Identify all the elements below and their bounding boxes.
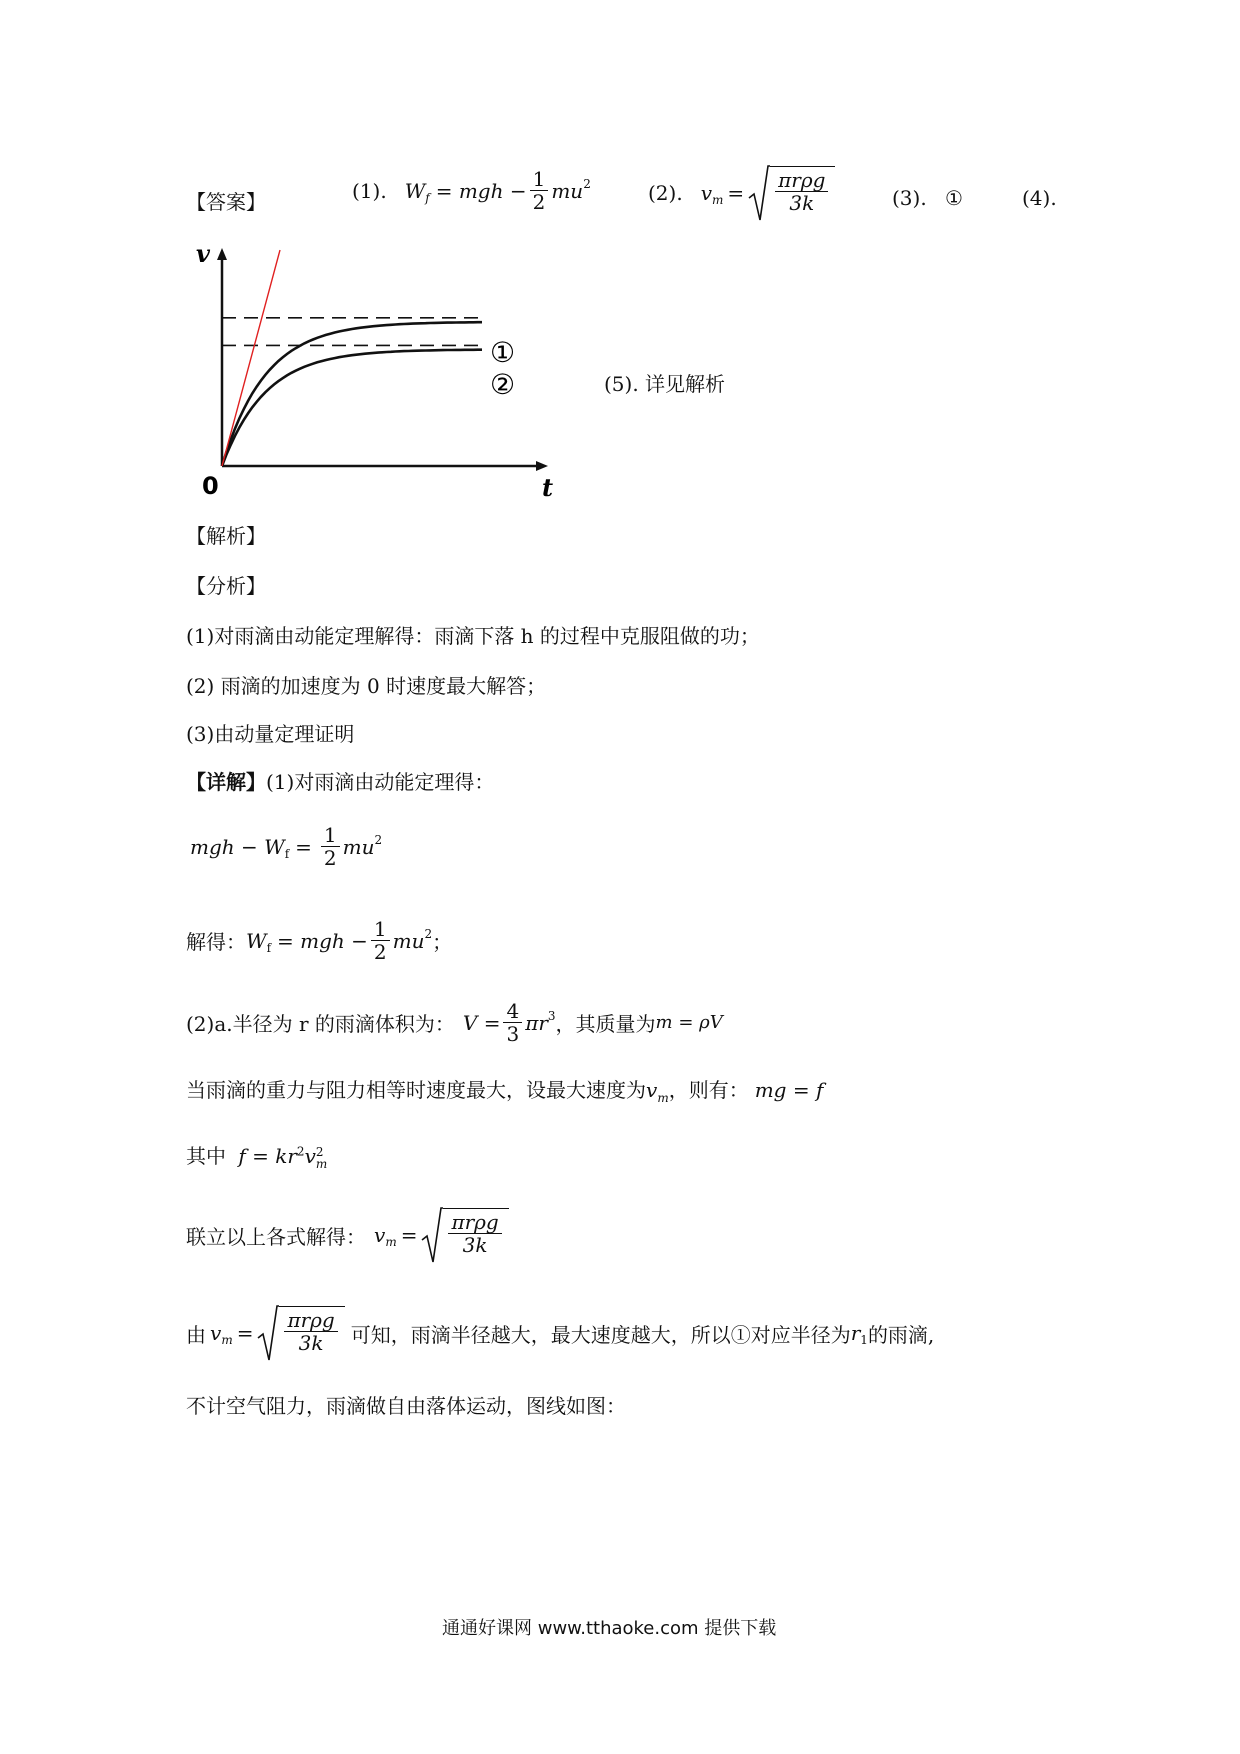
wf-symbol: W [404, 178, 426, 203]
combine-equals: = [400, 1223, 418, 1247]
series-curve-1 [222, 322, 482, 466]
series-1-label: ① [490, 336, 516, 369]
answer-part-3 [892, 186, 963, 210]
max-v-subscript: m [657, 1091, 669, 1105]
solution-end: ； [432, 930, 453, 954]
combine-sqrt: $\frac{\text{πrρg}}{3k}$ [421, 1206, 508, 1264]
where-line [186, 1140, 327, 1170]
combine-v: v [374, 1223, 386, 1247]
answer-label: 【答案】 [186, 190, 266, 214]
eq1-fraction: $\frac{1}{2}$ [321, 824, 340, 869]
vm-symbol: v [700, 181, 712, 205]
solution-prefix: 解得： [186, 930, 246, 954]
radical-sign-icon [421, 1206, 443, 1264]
detail-text: (1)对雨滴由动能定理得： [266, 770, 495, 794]
sqrt-expression: $\frac{\text{πrρg}}{3k}$ [748, 164, 835, 222]
solution-exponent: 2 [424, 926, 433, 941]
part-1-tail: mu [551, 178, 584, 203]
fenxi-heading: 【分析】 [186, 574, 266, 598]
answer-part-1 [352, 168, 591, 213]
eq1-left: mgh − W [190, 834, 285, 859]
combine-prefix: 联立以上各式解得： [186, 1224, 366, 1249]
solution-fraction: $\frac{1}{2}$ [371, 918, 390, 963]
half-fraction: $\frac{1}{2}$ [530, 168, 549, 213]
from-v: v [210, 1321, 222, 1345]
solution-w: W [246, 928, 267, 953]
max-velocity-line [186, 1074, 823, 1105]
where-equation: f = kr [238, 1144, 297, 1168]
part-3-value: ① [945, 186, 963, 210]
part-1-exponent: 2 [583, 176, 591, 191]
where-v-exponent: 2 [315, 1144, 324, 1159]
jiexi-heading: 【解析】 [186, 524, 266, 548]
answer-part-5: (5). 详见解析 [604, 372, 726, 396]
part-2-equals: = [727, 181, 745, 205]
equation-1 [190, 824, 382, 869]
wf-subscript: f [425, 190, 430, 205]
from-text: 可知，雨滴半径越大，最大速度越大，所以①对应半径为 [350, 1322, 851, 1347]
analysis-line-2: (2) 雨滴的加速度为 0 时速度最大解答； [186, 674, 547, 698]
solution-equals: = mgh − [277, 928, 368, 953]
volume-exponent: 3 [547, 1008, 556, 1023]
part-1-equals: = mgh − [435, 178, 527, 203]
part-2-number: (2). [648, 181, 683, 205]
page-footer: 通通好课网 www.tthaoke.com 提供下载 [442, 1618, 777, 1639]
combine-subscript: m [385, 1235, 397, 1249]
from-sqrt: $\frac{\text{πrρg}}{3k}$ [257, 1304, 344, 1362]
volume-mid: ，其质量为 [555, 1012, 656, 1036]
answer-part-2 [648, 164, 835, 222]
eq1-equals: = [295, 834, 312, 859]
volume-tail: πr [525, 1010, 548, 1035]
origin-label: 0 [202, 472, 219, 500]
mass-formula: m = ρV [655, 1012, 723, 1033]
combine-line [186, 1206, 509, 1264]
from-r-subscript: 1 [860, 1333, 868, 1347]
velocity-time-chart [190, 248, 560, 508]
volume-fraction: $\frac{4}{3}$ [503, 1000, 522, 1045]
detail-line [186, 766, 494, 795]
answer-part-4: (4). [1022, 186, 1057, 210]
eq1-subscript: f [284, 846, 290, 861]
radical-sign-icon [257, 1304, 279, 1362]
from-line [186, 1304, 934, 1362]
radical-sign-icon [748, 164, 770, 222]
part-1-number: (1). [352, 178, 387, 203]
part-3-number: (3). [892, 186, 927, 210]
eq1-tail: mu [342, 834, 375, 859]
solution-subscript: f [266, 940, 272, 955]
where-v: v [304, 1144, 316, 1168]
solution-line [186, 918, 452, 963]
last-line: 不计空气阻力，雨滴做自由落体运动，图线如图： [186, 1394, 626, 1418]
from-prefix: 由 [186, 1322, 206, 1347]
volume-line [186, 1000, 723, 1045]
detail-label: 【详解】 [186, 770, 266, 794]
series-2-label: ② [490, 368, 516, 401]
max-equation: mg = f [754, 1078, 824, 1102]
solution-tail: mu [392, 928, 425, 953]
analysis-line-3: (3)由动量定理证明 [186, 722, 355, 746]
y-axis-label: v [196, 248, 210, 268]
max-text: 当雨滴的重力与阻力相等时速度最大，设最大速度为 [186, 1078, 646, 1102]
from-end: 的雨滴, [867, 1322, 935, 1347]
volume-prefix: (2)a.半径为 r 的雨滴体积为： [186, 1012, 455, 1036]
x-axis-label: t [542, 473, 554, 502]
where-v-subscript: m [315, 1156, 328, 1171]
free-fall-line [222, 250, 280, 466]
max-then: ，则有： [668, 1078, 749, 1102]
series-curve-2 [222, 350, 482, 466]
from-r: r [850, 1321, 861, 1345]
from-subscript: m [221, 1333, 233, 1347]
where-exponent: 2 [296, 1144, 305, 1159]
where-prefix: 其中 [186, 1144, 226, 1168]
analysis-line-1: (1)对雨滴由动能定理解得：雨滴下落 h 的过程中克服阻做的功； [186, 624, 760, 648]
from-equals: = [236, 1321, 254, 1345]
max-v: v [646, 1078, 658, 1102]
eq1-exponent: 2 [374, 832, 383, 847]
vm-subscript: m [712, 193, 724, 207]
volume-v: V = [462, 1010, 501, 1035]
